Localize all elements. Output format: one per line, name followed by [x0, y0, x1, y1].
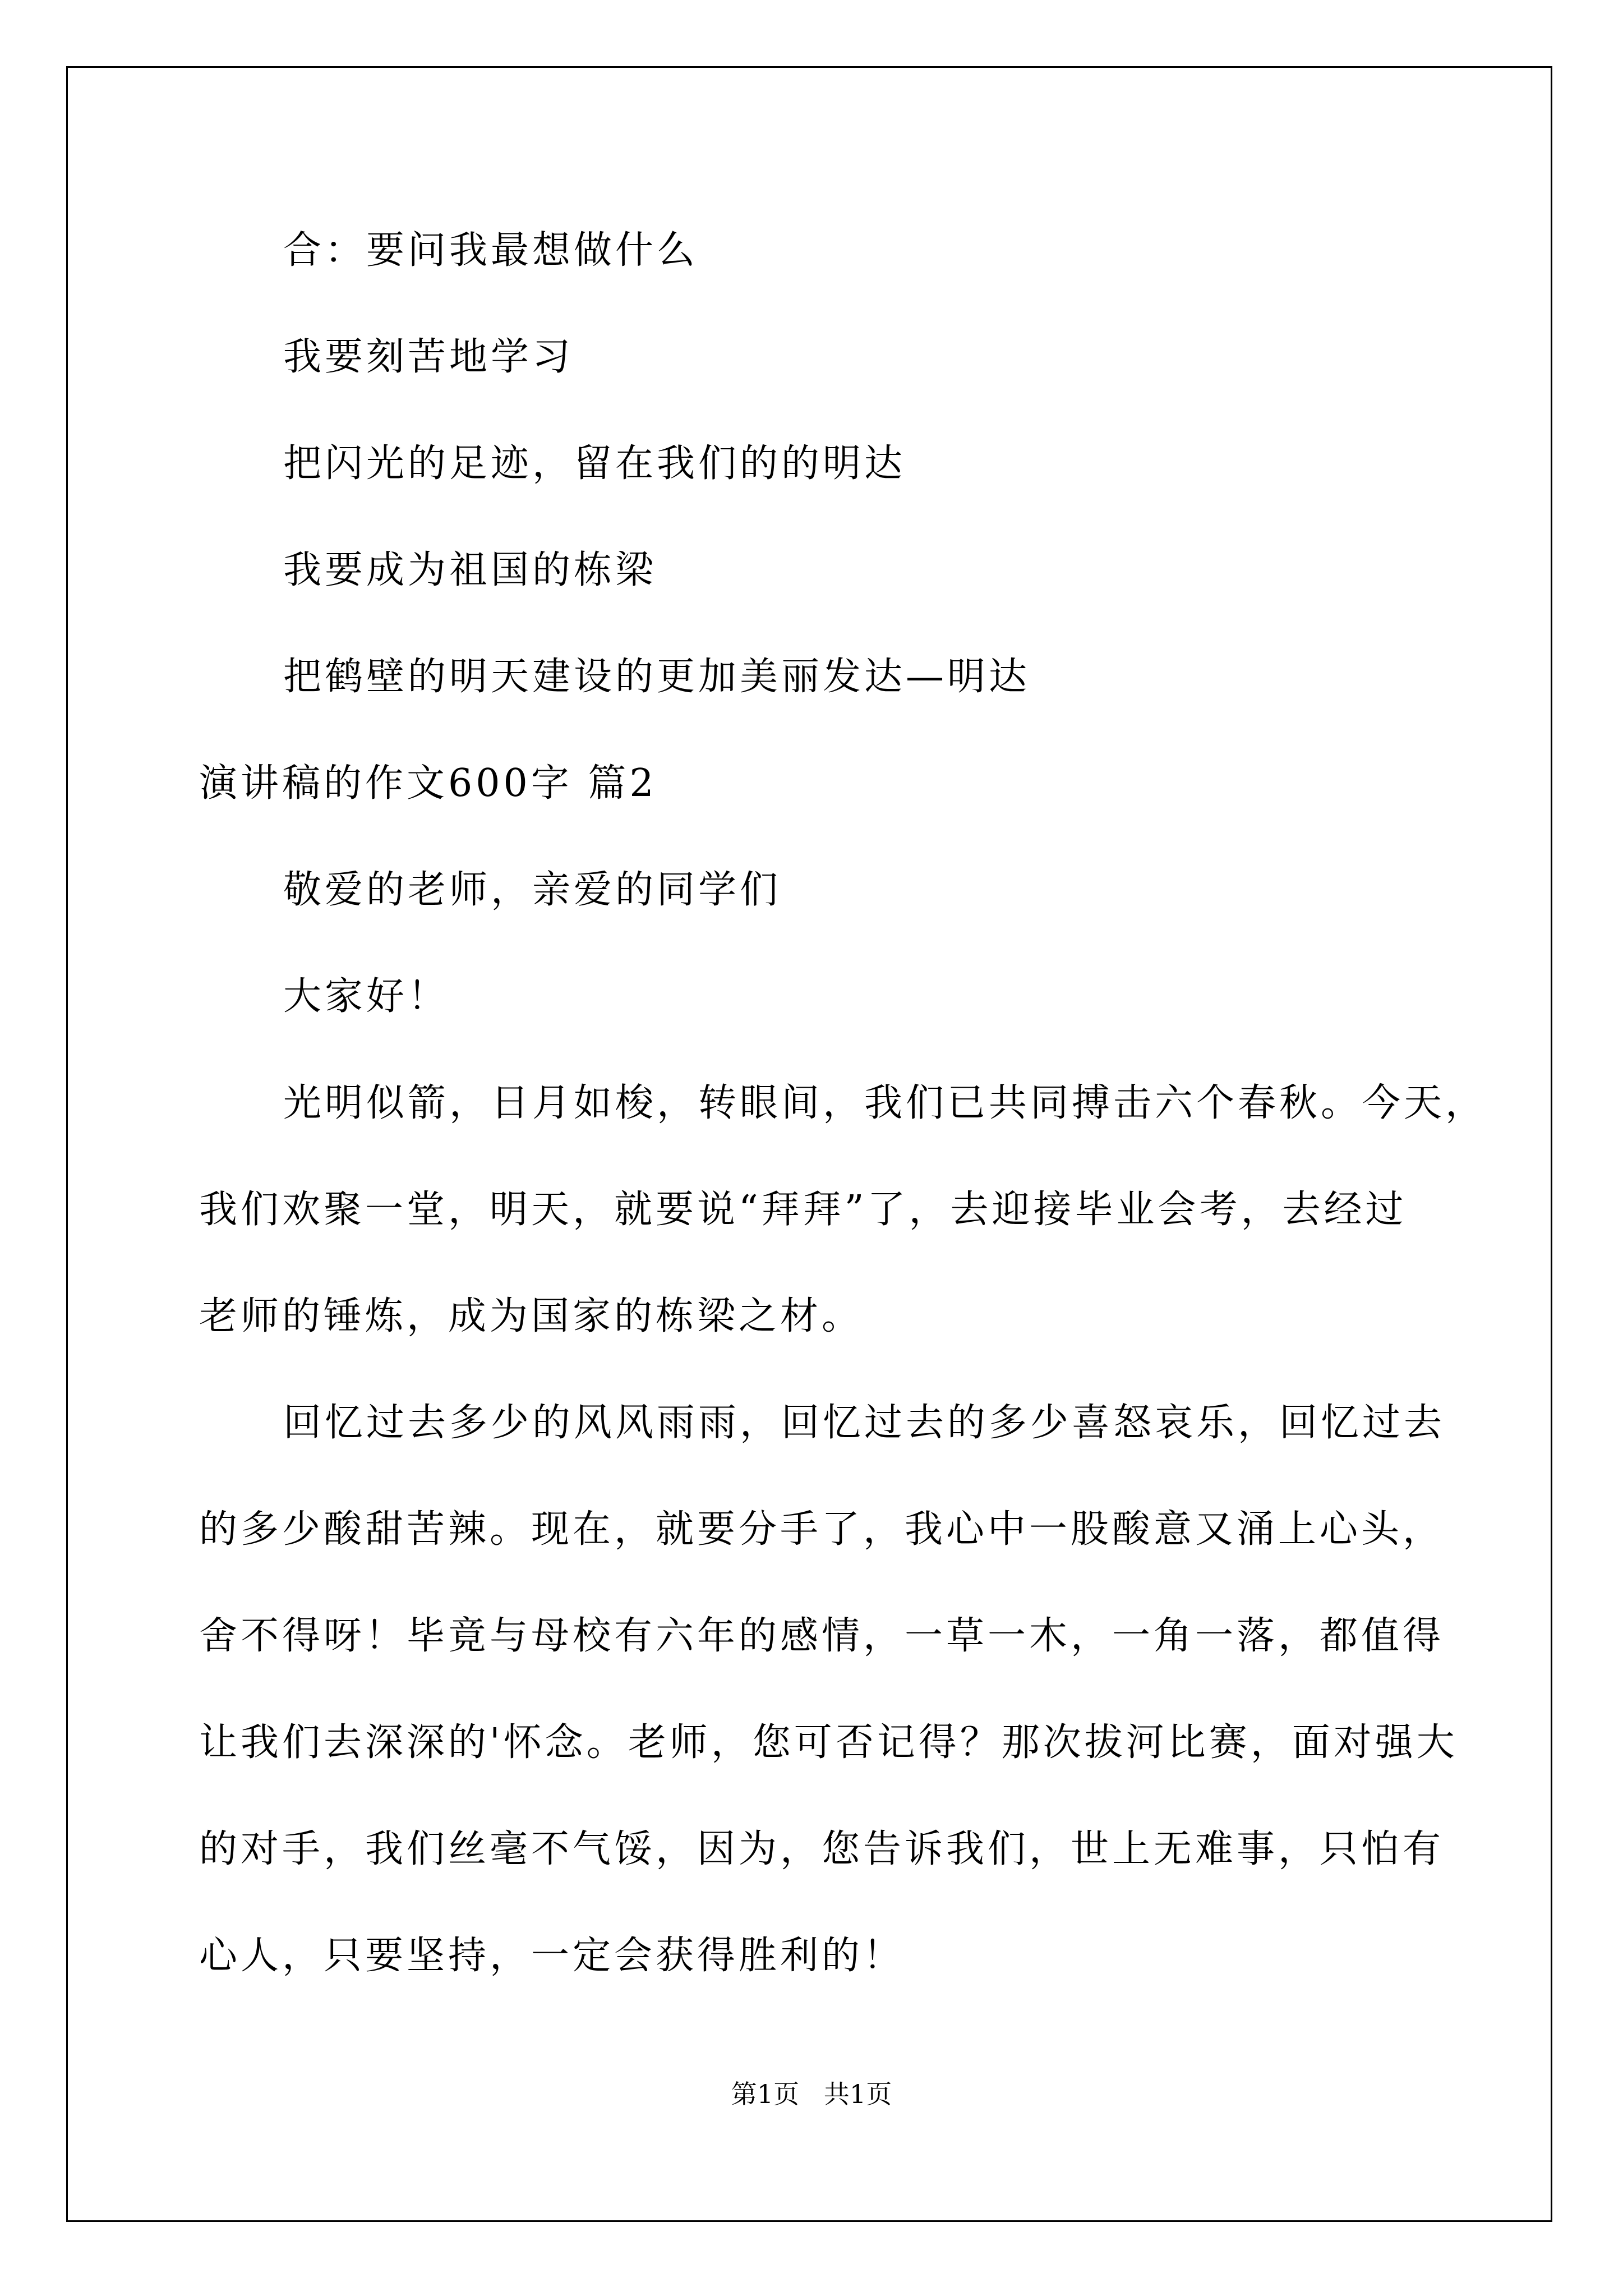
text-line: 的多少酸甜苦辣。现在，就要分手了，我心中一股酸意又涌上心头， [199, 1507, 1445, 1552]
text-line: 光明似箭，日月如梭，转眼间，我们已共同搏击六个春秋。今天， [283, 1081, 1487, 1125]
text-line: 把鹤壁的明天建设的更加美丽发达—明达 [283, 655, 1031, 699]
text-line: 我要刻苦地学习 [283, 335, 574, 379]
text-line: 我们欢聚一堂，明天，就要说“拜拜”了，去迎接毕业会考，去经过 [199, 1188, 1407, 1232]
text-line: 大家好！ [283, 974, 450, 1019]
text-line: 舍不得呀！毕竟与母校有六年的感情，一草一木，一角一落，都值得 [199, 1614, 1445, 1658]
text-line: 敬爱的老师，亲爱的同学们 [283, 868, 782, 912]
text-line: 合：要问我最想做什么 [283, 228, 699, 273]
page-border [66, 66, 1552, 2222]
text-line: 心人，只要坚持，一定会获得胜利的！ [199, 1934, 905, 1978]
text-line: 我要成为祖国的栋梁 [283, 548, 657, 592]
page-footer: 第1页 共1页 [731, 2079, 892, 2109]
text-line: 老师的锤炼，成为国家的栋梁之材。 [199, 1294, 864, 1338]
section-heading: 演讲稿的作文600字 篇2 [199, 761, 657, 806]
text-line: 把闪光的足迹，留在我们的的明达 [283, 441, 906, 486]
text-line: 回忆过去多少的风风雨雨，回忆过去的多少喜怒哀乐，回忆过去 [283, 1401, 1446, 1445]
text-line: 的对手，我们丝毫不气馁，因为，您告诉我们，世上无难事，只怕有 [199, 1827, 1445, 1871]
text-line: 让我们去深深的'怀念。老师，您可否记得？那次拔河比赛，面对强大 [199, 1720, 1458, 1765]
